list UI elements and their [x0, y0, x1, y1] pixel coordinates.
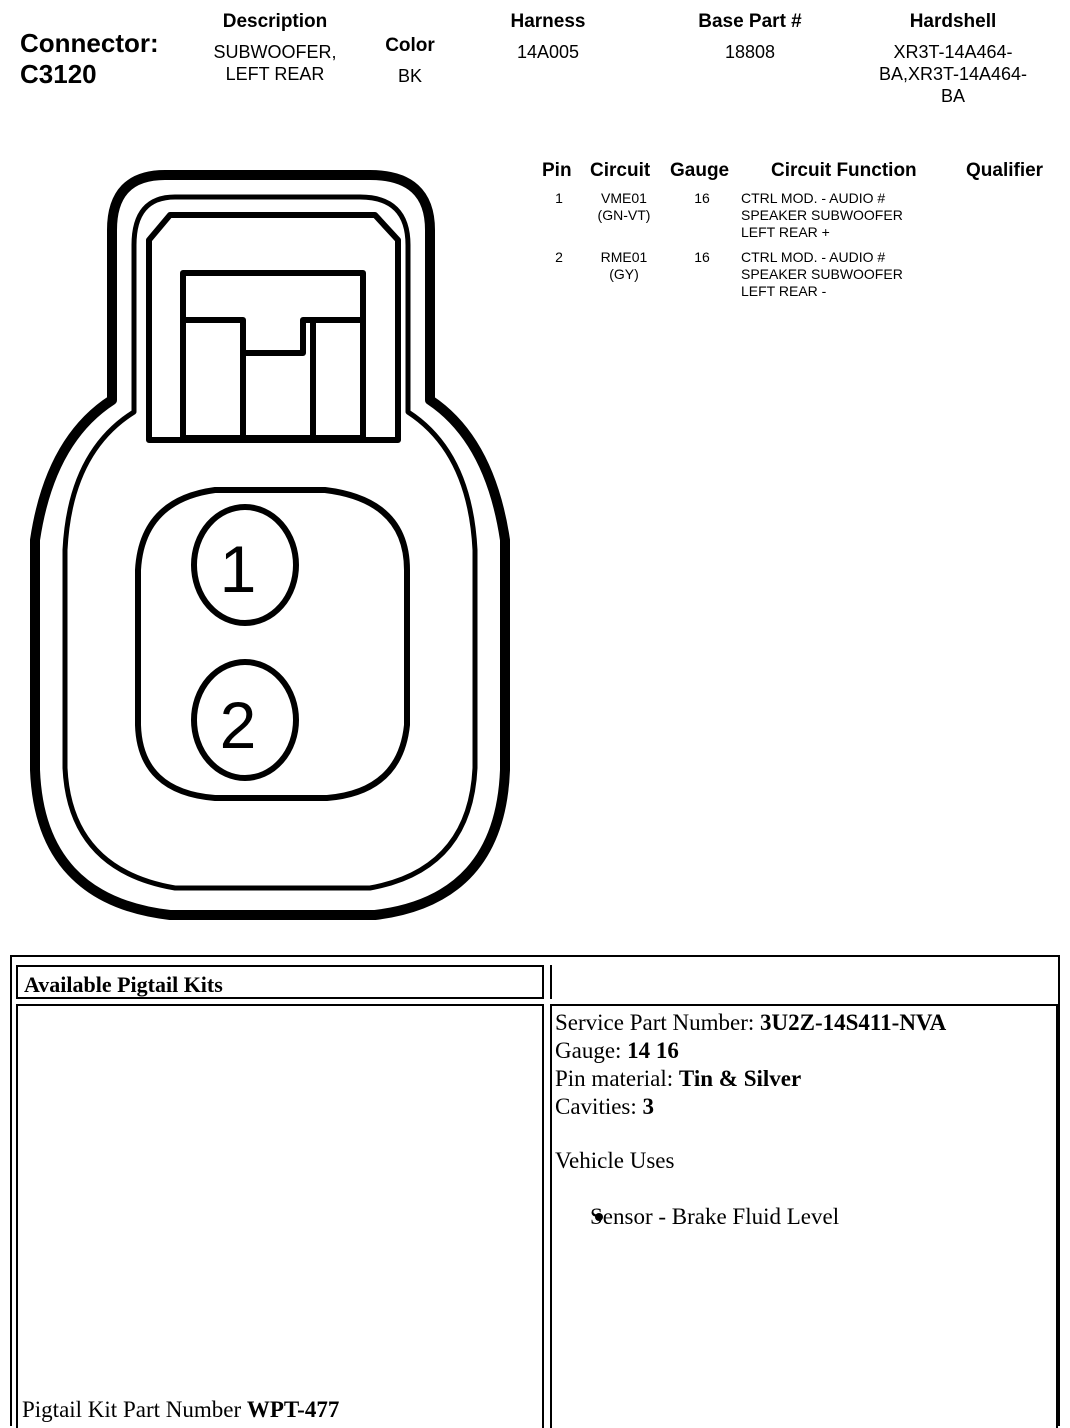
description-column [190, 11, 360, 85]
cavity-area [138, 490, 407, 798]
pin-col-header: Pin [542, 160, 572, 181]
connector-face-diagram [30, 170, 510, 930]
row2-circuit: RME01 [600, 249, 648, 265]
connector-id: C3120 [20, 59, 97, 89]
connector-label: Connector: [20, 28, 159, 58]
gauge-label: Gauge: [555, 1038, 628, 1063]
kits-title-box [16, 965, 544, 999]
hardshell-value-line1: XR3T-14A464- [893, 42, 1013, 62]
pigtail-kit-part-number [22, 1396, 339, 1424]
base-part-value: 18808 [724, 42, 776, 62]
cavities-value: 3 [642, 1094, 655, 1119]
row2-function-line2: SPEAKER SUBWOOFER [741, 266, 903, 282]
row1-pin: 1 [555, 190, 563, 206]
hardshell-value-line3: BA [940, 86, 965, 106]
circuit-col-header: Circuit [590, 160, 651, 181]
pin-material-label: Pin material: [555, 1066, 679, 1091]
connector-title [20, 28, 159, 90]
harness-column [488, 11, 608, 63]
harness-header: Harness [510, 11, 586, 32]
row1-function-line3: LEFT REAR + [741, 224, 830, 240]
cavities-line [555, 1093, 946, 1121]
qualifier-col-header: Qualifier [966, 160, 1044, 181]
row1-gauge: 16 [694, 190, 710, 206]
pigtail-kits-section [10, 955, 1060, 1426]
color-value: BK [397, 66, 422, 86]
pin-material-value: Tin & Silver [678, 1066, 802, 1091]
cavity-1-label: 1 [219, 532, 257, 606]
row1-function-line1: CTRL MOD. - AUDIO # [741, 190, 886, 206]
kit-info-cell [550, 1004, 1058, 1428]
row1-function-line2: SPEAKER SUBWOOFER [741, 207, 903, 223]
base-part-header: Base Part # [698, 11, 802, 32]
color-column [370, 35, 450, 87]
gauge-line [555, 1037, 946, 1065]
color-header: Color [385, 35, 435, 56]
vehicle-uses-label: Vehicle Uses [555, 1148, 675, 1173]
gauge-col-header: Gauge [670, 160, 730, 181]
description-value-line1: SUBWOOFER, [213, 42, 337, 62]
vehicle-use-item: Sensor - Brake Fluid Level [590, 1204, 840, 1229]
connector-outer-shell [35, 175, 505, 915]
pin-material-line [555, 1065, 946, 1093]
latch-lock [183, 320, 363, 353]
kits-top-right-cell [550, 965, 1058, 999]
harness-value: 14A005 [516, 42, 580, 62]
row2-function-line1: CTRL MOD. - AUDIO # [741, 249, 886, 265]
base-part-column [680, 11, 820, 63]
cavity-2-label: 2 [219, 688, 257, 762]
service-part-label: Service Part Number: [555, 1010, 761, 1035]
function-col-header: Circuit Function [771, 160, 917, 181]
service-part-line [555, 1009, 946, 1037]
cavities-label: Cavities: [555, 1094, 643, 1119]
row2-circuit-color: (GY) [609, 266, 639, 282]
kit-image-cell [16, 1004, 544, 1428]
gauge-value: 14 16 [627, 1038, 679, 1063]
description-header: Description [222, 11, 328, 32]
hardshell-value-line2: BA,XR3T-14A464- [878, 64, 1028, 84]
connector-inner-outline [65, 197, 475, 888]
kit-info [555, 1009, 946, 1121]
pigtail-value: WPT-477 [246, 1397, 340, 1422]
hardshell-column [858, 11, 1048, 107]
row1-circuit: VME01 [601, 190, 647, 206]
row2-pin: 2 [555, 249, 563, 265]
pigtail-label: Pigtail Kit Part Number [22, 1397, 247, 1422]
row2-function-line3: LEFT REAR - [741, 283, 827, 299]
hardshell-header: Hardshell [909, 11, 997, 32]
service-part-value: 3U2Z-14S411-NVA [760, 1010, 947, 1035]
row2-gauge: 16 [694, 249, 710, 265]
description-value-line2: LEFT REAR [225, 64, 325, 84]
kits-title: Available Pigtail Kits [24, 972, 223, 997]
row1-circuit-color: (GN-VT) [597, 207, 651, 223]
